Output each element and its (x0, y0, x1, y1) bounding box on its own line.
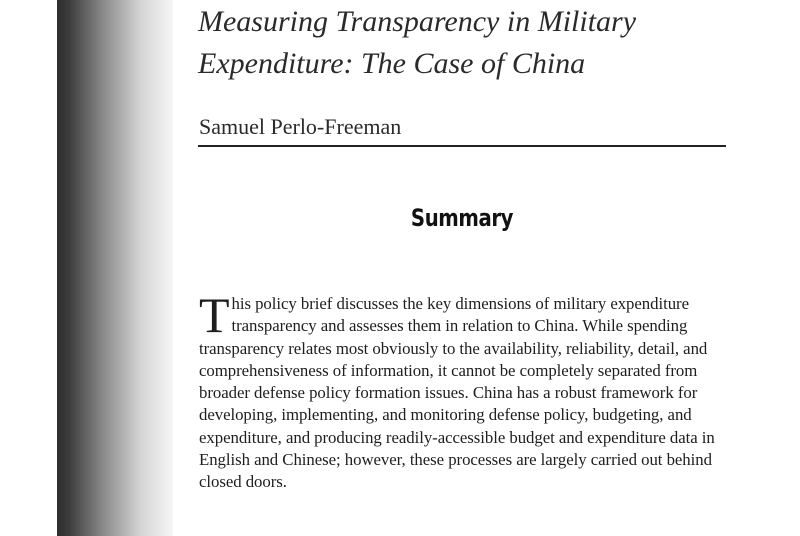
title-line-2: Expenditure: The Case of China (198, 47, 586, 80)
summary-text: his policy brief discusses the key dimensions of military expenditure transparency and assesses them in relation to China. While spending transparency relates most obviously to the availability, reliability, detail, and comprehensiveness of information, it cannot be completely separated from broader defense policy formation issues. China has a robust framework for developing, implementing, and monitoring defense policy, budgeting, and expenditure, and producing readily-accessible budget and expenditure data in English and Chinese; however, these processes are largely carried out behind closed doors. (199, 294, 715, 492)
title-line-1: Measuring Transparency in Military (198, 5, 637, 38)
gradient-side-bar (57, 0, 173, 536)
title-divider (198, 145, 726, 147)
summary-heading: Summary (410, 204, 514, 232)
summary-paragraph (199, 287, 739, 494)
document-title (198, 1, 758, 85)
drop-cap: T (199, 287, 230, 343)
author-name: Samuel Perlo-Freeman (199, 114, 402, 139)
